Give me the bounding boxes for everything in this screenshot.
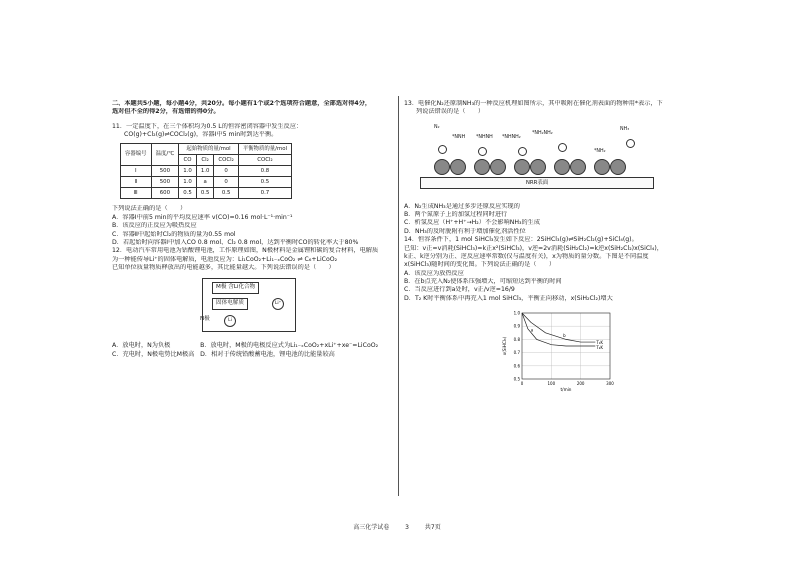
q14-chart [500,307,620,397]
point-a-label: a [530,327,534,333]
catalyst-atom [570,159,586,175]
table-cell: 500 [151,177,179,188]
nh2-label: *NH₂ [594,148,606,154]
table-cell: Ⅱ [121,177,152,188]
table-cell: 0.5 [214,188,238,199]
x-tick-label: 300 [606,381,614,387]
table-cell: Ⅲ [121,188,152,199]
q13-option-c: C．析氢反应（H⁺+H⁺→H₂）不会影响NH₃的生成 [404,219,541,227]
table-cell: Ⅰ [121,166,152,177]
section-intro-line-2: 选对但不全的得2分，有选错的得0分。 [112,108,220,116]
q12-line-2: 为一种能传导Li⁺的固体电解质，电池反应为：Li₁CoO₂+Li₁₋ₓCoO₂ ⇌ C₆+LiCoO₂ [112,255,338,263]
q12-line-1: 12．电动汽车常用电池为钴酸锂电池，工作原理如图，N极材料是金属锂和碳的复合材料，电解质 [112,247,379,255]
left-column [112,100,394,359]
catalyst-atom [530,159,546,175]
nh2nh2-label: *NH₂NH₂ [532,130,553,136]
catalyst-atom [450,159,466,175]
table-cell: a [196,177,214,188]
q13-line-2: 列说法错误的是（ ） [416,108,485,116]
electrolyte-label: 固体电解质 [212,298,248,310]
table-cell: 0 [214,166,238,177]
table-row [121,188,292,199]
point-b-label: b [563,332,566,338]
footer-page-num: 3 [405,524,409,531]
battery-diagram [202,278,297,336]
table-cell: 500 [151,166,179,177]
q13-line-1: 13．电催化N₂还原制NH₃的一种反应机理如图所示，其中吸附在催化剂表面的物种用*表示，下 [404,100,663,107]
catalyst-atom [474,159,490,175]
n-atom [438,145,447,154]
y-axis-label: x(SiHCl₃) [502,336,507,356]
y-tick-label: 1.0 [513,310,520,316]
q11-option-d: D．若起始时向容器Ⅰ中加入CO 0.8 mol、Cl₂ 0.8 mol，达到平衡时CO的转化率大于80% [112,238,359,246]
series-label: T₂K [596,345,604,351]
page-footer [0,522,794,531]
column-divider [398,96,399,496]
q12-option-b: B．放电时，M极的电极反应式为Li₁₋ₓCoO₂+xLi⁺+xe⁻=LiCoO₂ [200,342,379,350]
m-electrode-label: M极 含Li化合物 [212,282,259,294]
x-tick-label: 100 [547,381,556,387]
nnh-label: *NNH [452,134,466,140]
table-cell: 0.5 [238,177,291,188]
catalyst-atom [594,159,610,175]
q12-option-c: C．充电时，N极电势比M极高 [112,350,195,358]
right-column [404,100,686,397]
table-cell: 1.0 [179,177,197,188]
x-tick-label: 0 [520,381,524,387]
q11-option-c: C．容器Ⅱ中起始时Cl₂的物质的量为0.55 mol [112,230,236,238]
table-header: 容器编号 [121,144,152,166]
table-subheader: COCl₂ [238,155,291,166]
q14-option-c: C．当反应进行到a处时，v正/v逆=16/9 [404,286,515,294]
x-tick-label: 200 [576,381,585,387]
q12-options-row-2 [112,351,394,359]
y-tick-label: 0.5 [513,376,520,382]
q13-option-a: A．N₂生成NH₃是通过多步还原反应实现的 [404,202,520,210]
n2-label: N₂ [434,124,440,130]
nhnh2-label: *NHNH₂ [502,134,521,140]
nrr-surface: NRR表面 [420,177,654,189]
table-cell: 0.7 [238,188,291,199]
n-atom [558,143,567,152]
q12-line-3: 已知单位质量物质释放出的电能越多，其比能量越大。下列说法错误的是（ ） [112,263,335,271]
table-cell: 1.0 [196,166,214,177]
table-cell: 0.5 [196,188,214,199]
table-subheader: CO [179,155,197,166]
n-atom [478,147,487,156]
q11-head: 11．一定温度下，在三个体积均为0.5 L的恒容密闭容器中发生反应： [112,122,303,130]
footer-total: 共7页 [424,524,441,531]
y-tick-label: 0.6 [513,363,520,369]
catalyst-atom [554,159,570,175]
n-atom [518,147,527,156]
table-cell: 0.5 [179,188,197,199]
q14-line-4: x(SiHCl₃)随时间的变化图。下列说法正确的是（ ） [404,261,556,269]
q13-option-d: D．NH₃的及时脱附有利于增加催化剂活性位 [404,227,526,235]
catalyst-atom [610,159,626,175]
section-intro-line-1: 二、本题共5小题，每小题4分，共20分。每小题有1个或2个选项符合题意，全部选对得4分， [112,100,372,107]
n-electrode-label: N极 [200,316,210,323]
table-subheader: COCl₂ [214,155,238,166]
nhnh-label: *NHNH [476,134,493,140]
nh3-label: NH₃ [620,126,630,132]
series-label: T₁K [596,340,604,346]
q13-option-b: B．两个氮原子上的加氢过程同时进行 [404,211,508,219]
li-ion-circle: Li⁺ [272,298,284,310]
table-cell: 600 [151,188,179,199]
table-cell: 0 [214,177,238,188]
y-tick-label: 0.7 [513,350,520,356]
q14-line-3: k正、k逆分别为正、逆反应速率常数(仅与温度有关)，x为物质的量分数。下图是不同温度 [404,252,649,260]
table-row [121,166,292,177]
q14-line-1: 14．恒容条件下，1 mol SiHCl₃发生如下反应：2SiHCl₃(g)⇌SiH₂Cl₂(g)+SiCl₄(g)。 [404,236,638,244]
nrr-mechanism-diagram [404,119,686,199]
catalyst-atom [434,159,450,175]
q14-line-2: 已知：v正=v消耗(SiHCl₃)=k正x²(SiHCl₃)，v逆=2v消耗(SiH₂Cl₂)=k逆x(SiH₂Cl₂)x(SiCl₄)， [404,244,663,252]
y-tick-label: 0.8 [513,336,520,342]
table-row [121,177,292,188]
q12-options-row-1 [112,342,394,350]
table-cell: 0.8 [238,166,291,177]
q12-option-a: A．放电时，N为负极 [112,342,171,350]
footer-title: 高三化学试卷 [353,524,390,531]
table-header: 平衡物质的量/mol [238,144,291,155]
catalyst-atom [514,159,530,175]
q14-option-d: D．T₂ K时平衡体系中再充入1 mol SiHCl₃，平衡正向移动，x(SiH₂Cl₂)增大 [404,294,613,302]
q14-option-b: B．在b点充入N₂使体系压强增大，可缩短达到平衡的时间 [404,277,562,285]
table-subheader: Cl₂ [196,155,214,166]
x-axis-label: t/min [560,387,572,393]
q11-equation: CO(g)+Cl₂(g)⇌COCl₂(g)，容器Ⅰ中5 min时到达平衡。 [124,131,278,139]
q11-option-b: B．该反应的正反应为吸热反应 [112,222,197,230]
q11-option-a: A．容器Ⅰ中前5 min的平均反应速率 v(CO)=0.16 mol·L⁻¹·min⁻¹ [112,213,293,221]
y-tick-label: 0.9 [513,323,520,329]
table-header: 起始物质的量/mol [179,144,239,155]
q14-option-a: A．该反应为放热反应 [404,269,464,277]
n-atom [626,139,635,148]
catalyst-atom [490,159,506,175]
q14-chart-svg [500,307,620,397]
q11-table [120,143,292,199]
table-cell: 1.0 [179,166,197,177]
q11-question: 下列说法正确的是（ ） [112,205,187,213]
q12-option-d: D．相对于传统铅酸蓄电池，锂电池的比能量较高 [200,350,335,358]
li-circle: Li [224,315,236,327]
table-header: 温度/℃ [151,144,179,166]
